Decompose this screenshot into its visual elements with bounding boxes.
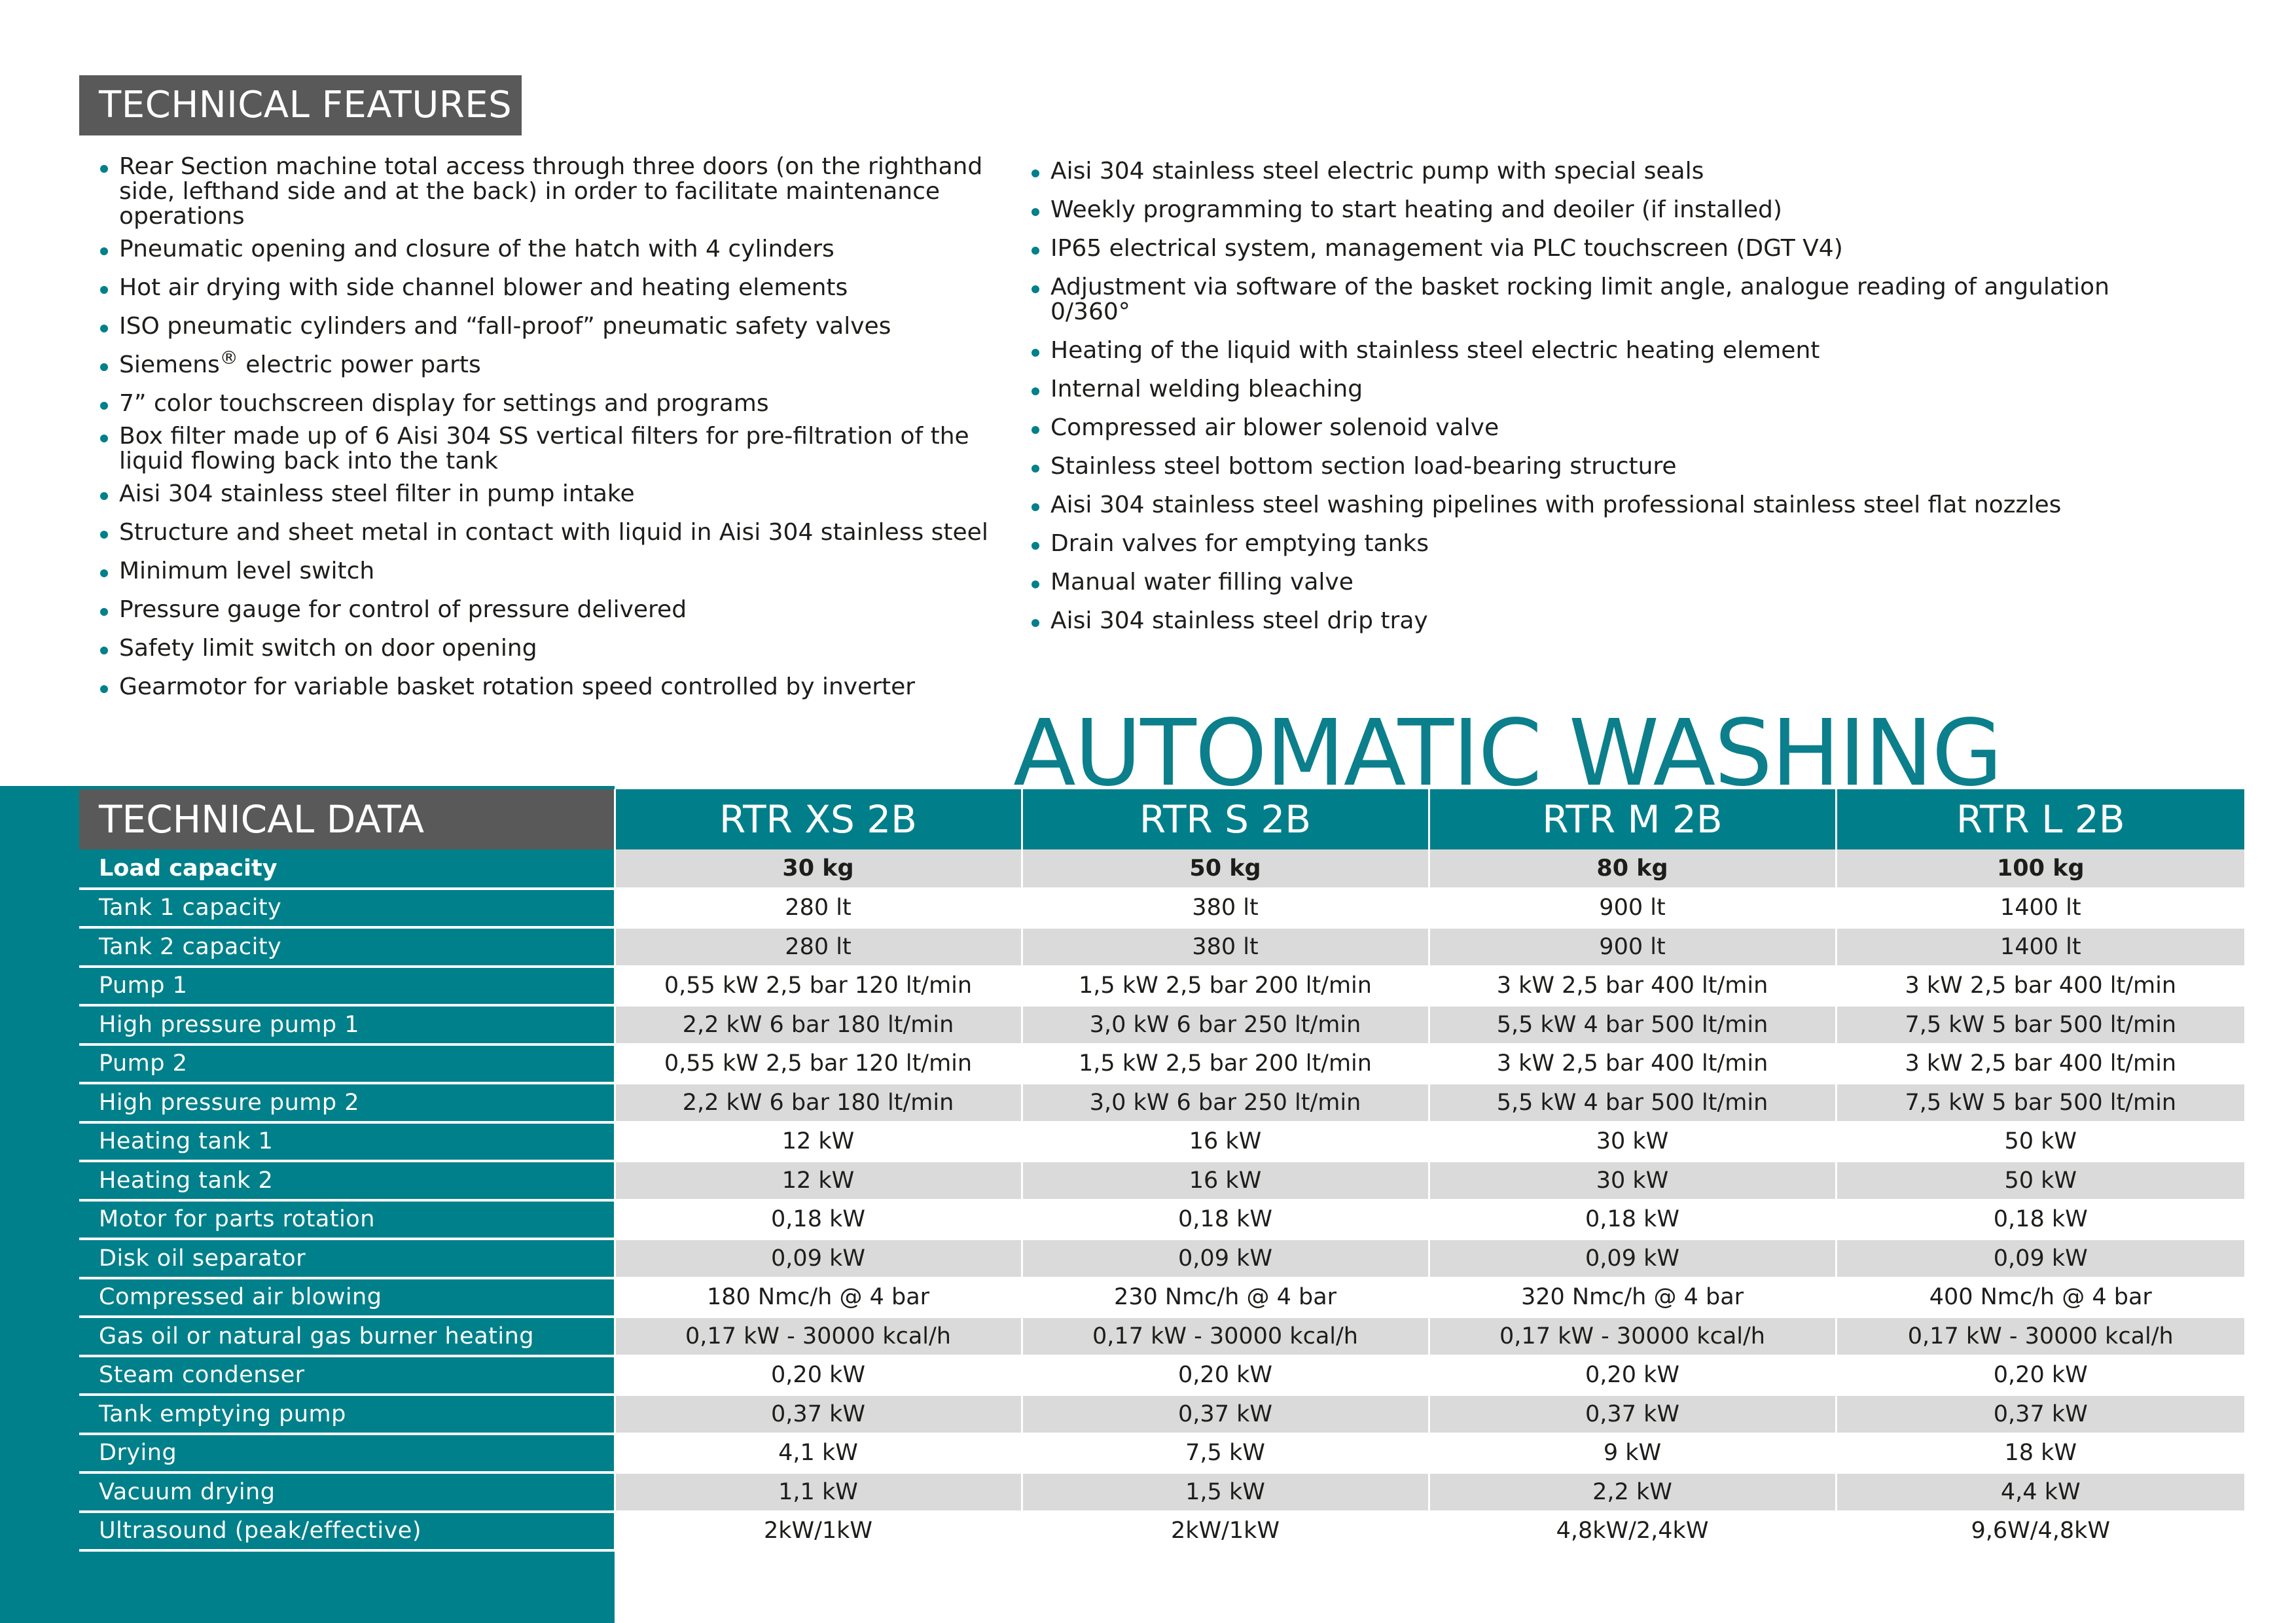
bullet-icon (100, 435, 108, 442)
table-row (79, 1200, 2244, 1240)
data-cell: 0,09 kW (1836, 1239, 2244, 1278)
table-row (79, 1356, 2244, 1395)
feature-item: Weekly programming to start heating and deoiler (if installed) (1030, 198, 2175, 223)
bullet-icon (100, 325, 108, 332)
bullet-icon (1031, 465, 1039, 473)
feature-item: Stainless steel bottom section load-bearing structure (1030, 454, 2175, 479)
data-cell: 900 lt (1429, 927, 1836, 967)
bullet-icon (100, 569, 108, 577)
data-cell: 2,2 kW (1429, 1472, 1836, 1512)
row-label: Disk oil separator (79, 1239, 615, 1278)
table-row (79, 1005, 2244, 1044)
data-cell: 0,55 kW 2,5 bar 120 lt/min (615, 1044, 1022, 1084)
data-cell: 80 kg (1429, 849, 1836, 889)
table-row (79, 927, 2244, 967)
data-cell: 3 kW 2,5 bar 400 lt/min (1429, 1044, 1836, 1084)
data-cell: 16 kW (1022, 1122, 1429, 1162)
model-header: RTR S 2B (1022, 789, 1429, 849)
feature-item: Box filter made up of 6 Aisi 304 SS vertical filters for pre-filtration of the liquid flowing back into the tank (98, 424, 1001, 474)
registered-mark: ® (219, 347, 238, 368)
feature-item: Aisi 304 stainless steel washing pipelines with professional stainless steel flat nozzles (1030, 493, 2175, 518)
data-cell: 900 lt (1429, 889, 1836, 928)
data-cell: 50 kW (1836, 1161, 2244, 1200)
bullet-icon (1031, 169, 1039, 177)
bullet-icon (100, 286, 108, 294)
data-cell: 0,17 kW - 30000 kcal/h (1429, 1317, 1836, 1356)
feature-item: Minimum level switch (98, 559, 1001, 584)
data-cell: 2,2 kW 6 bar 180 lt/min (615, 1083, 1022, 1122)
bullet-icon (1031, 619, 1039, 627)
data-cell: 5,5 kW 4 bar 500 lt/min (1429, 1005, 1836, 1044)
data-cell: 0,37 kW (1022, 1395, 1429, 1434)
feature-item: 7” color touchscreen display for settings and programs (98, 391, 1001, 416)
data-cell: 4,8kW/2,4kW (1429, 1512, 1836, 1551)
row-label: Heating tank 1 (79, 1122, 615, 1162)
data-cell: 3,0 kW 6 bar 250 lt/min (1022, 1083, 1429, 1122)
bullet-icon (100, 685, 108, 693)
data-cell: 380 lt (1022, 927, 1429, 967)
bullet-icon (1031, 542, 1039, 550)
row-label: Gas oil or natural gas burner heating (79, 1317, 615, 1356)
data-cell: 0,18 kW (1429, 1200, 1836, 1240)
model-header: RTR XS 2B (615, 789, 1022, 849)
table-row (79, 1239, 2244, 1278)
data-cell: 2kW/1kW (615, 1512, 1022, 1551)
bullet-icon (1031, 247, 1039, 255)
table-row (79, 889, 2244, 928)
data-cell: 0,17 kW - 30000 kcal/h (1022, 1317, 1429, 1356)
data-cell: 1,5 kW (1022, 1472, 1429, 1512)
data-cell: 1400 lt (1836, 927, 2244, 967)
data-cell: 50 kg (1022, 849, 1429, 889)
data-cell: 0,20 kW (1022, 1356, 1429, 1395)
data-cell: 280 lt (615, 927, 1022, 967)
data-cell: 0,37 kW (615, 1395, 1022, 1434)
feature-item: Adjustment via software of the basket rocking limit angle, analogue reading of angulation 0/360° (1030, 275, 2175, 325)
data-cell: 2,2 kW 6 bar 180 lt/min (615, 1005, 1022, 1044)
technical-data-table (79, 789, 2244, 1552)
bullet-icon (1031, 285, 1039, 293)
feature-item: Hot air drying with side channel blower and heating elements (98, 276, 1001, 300)
data-cell: 0,20 kW (1429, 1356, 1836, 1395)
bullet-icon (1031, 349, 1039, 357)
feature-item: Gearmotor for variable basket rotation speed controlled by inverter (98, 675, 1001, 700)
data-cell: 9,6W/4,8kW (1836, 1512, 2244, 1551)
data-cell: 0,37 kW (1836, 1395, 2244, 1434)
data-cell: 12 kW (615, 1161, 1022, 1200)
feature-item: Pneumatic opening and closure of the hatch with 4 cylinders (98, 237, 1001, 262)
data-cell: 7,5 kW 5 bar 500 lt/min (1836, 1083, 2244, 1122)
data-cell: 0,17 kW - 30000 kcal/h (1836, 1317, 2244, 1356)
data-cell: 1400 lt (1836, 889, 2244, 928)
table-row (79, 1472, 2244, 1512)
row-label: Drying (79, 1434, 615, 1473)
feature-item: Drain valves for emptying tanks (1030, 531, 2175, 556)
row-label: High pressure pump 1 (79, 1005, 615, 1044)
data-cell: 7,5 kW 5 bar 500 lt/min (1836, 1005, 2244, 1044)
feature-item: Rear Section machine total access through three doors (on the righthand side, lefthand side and at the back) in order to facilitate maintenance operations (98, 154, 1001, 229)
feature-item: ISO pneumatic cylinders and “fall-proof” pneumatic safety valves (98, 314, 1001, 339)
data-cell: 0,20 kW (1836, 1356, 2244, 1395)
data-cell: 9 kW (1429, 1434, 1836, 1473)
table-row (79, 1317, 2244, 1356)
features-list-left (98, 154, 1001, 713)
bullet-icon (1031, 503, 1039, 511)
row-label: Pump 1 (79, 967, 615, 1006)
data-cell: 380 lt (1022, 889, 1429, 928)
data-cell: 0,18 kW (615, 1200, 1022, 1240)
bullet-icon (100, 608, 108, 616)
bullet-icon (1031, 580, 1039, 588)
feature-item: IP65 electrical system, management via PLC touchscreen (DGT V4) (1030, 236, 2175, 261)
feature-item: Siemens® electric power parts (98, 353, 1001, 378)
table-row (79, 1044, 2244, 1084)
row-label: Heating tank 2 (79, 1161, 615, 1200)
data-cell: 7,5 kW (1022, 1434, 1429, 1473)
data-cell: 3 kW 2,5 bar 400 lt/min (1429, 967, 1836, 1006)
table-row (79, 1083, 2244, 1122)
data-cell: 320 Nmc/h @ 4 bar (1429, 1278, 1836, 1317)
data-cell: 0,09 kW (615, 1239, 1022, 1278)
data-cell: 3 kW 2,5 bar 400 lt/min (1836, 967, 2244, 1006)
bullet-icon (100, 647, 108, 654)
table-row (79, 967, 2244, 1006)
bullet-icon (100, 165, 108, 173)
feature-item: Internal welding bleaching (1030, 377, 2175, 402)
table-row (79, 1434, 2244, 1473)
feature-item: Compressed air blower solenoid valve (1030, 416, 2175, 440)
row-label: Tank 1 capacity (79, 889, 615, 928)
row-label: Tank 2 capacity (79, 927, 615, 967)
table-row (79, 1395, 2244, 1434)
data-cell: 1,1 kW (615, 1472, 1022, 1512)
bullet-icon (1031, 387, 1039, 395)
features-list-right (1030, 159, 2175, 647)
data-cell: 3 kW 2,5 bar 400 lt/min (1836, 1044, 2244, 1084)
data-cell: 16 kW (1022, 1161, 1429, 1200)
data-cell: 0,55 kW 2,5 bar 120 lt/min (615, 967, 1022, 1006)
data-cell: 100 kg (1836, 849, 2244, 889)
model-header: RTR M 2B (1429, 789, 1836, 849)
feature-item: Heating of the liquid with stainless steel electric heating element (1030, 338, 2175, 363)
feature-item: Aisi 304 stainless steel electric pump with special seals (1030, 159, 2175, 184)
data-cell: 0,09 kW (1022, 1239, 1429, 1278)
data-cell: 230 Nmc/h @ 4 bar (1022, 1278, 1429, 1317)
data-cell: 30 kW (1429, 1161, 1836, 1200)
feature-item: Aisi 304 stainless steel filter in pump intake (98, 482, 1001, 507)
data-cell: 30 kW (1429, 1122, 1836, 1162)
data-cell: 5,5 kW 4 bar 500 lt/min (1429, 1083, 1836, 1122)
data-cell: 3,0 kW 6 bar 250 lt/min (1022, 1005, 1429, 1044)
data-cell: 0,18 kW (1022, 1200, 1429, 1240)
row-label: Motor for parts rotation (79, 1200, 615, 1240)
table-row (79, 1122, 2244, 1162)
bullet-icon (1031, 208, 1039, 216)
bullet-icon (1031, 426, 1039, 434)
data-cell: 0,20 kW (615, 1356, 1022, 1395)
feature-item: Pressure gauge for control of pressure delivered (98, 597, 1001, 622)
bullet-icon (100, 363, 108, 371)
feature-item: Aisi 304 stainless steel drip tray (1030, 609, 2175, 633)
data-cell: 280 lt (615, 889, 1022, 928)
data-cell: 4,1 kW (615, 1434, 1022, 1473)
table-row (79, 1161, 2244, 1200)
feature-item: Structure and sheet metal in contact with liquid in Aisi 304 stainless steel (98, 520, 1001, 545)
data-cell: 0,09 kW (1429, 1239, 1836, 1278)
table-body (79, 849, 2244, 1550)
row-label: Steam condenser (79, 1356, 615, 1395)
data-cell: 1,5 kW 2,5 bar 200 lt/min (1022, 1044, 1429, 1084)
data-cell: 2kW/1kW (1022, 1512, 1429, 1551)
table-row (79, 1278, 2244, 1317)
data-cell: 0,37 kW (1429, 1395, 1836, 1434)
table-row (79, 849, 2244, 889)
data-cell: 180 Nmc/h @ 4 bar (615, 1278, 1022, 1317)
row-label: Vacuum drying (79, 1472, 615, 1512)
row-label: Load capacity (79, 849, 615, 889)
data-cell: 50 kW (1836, 1122, 2244, 1162)
row-label: Tank emptying pump (79, 1395, 615, 1434)
row-label: High pressure pump 2 (79, 1083, 615, 1122)
automatic-washing-title: AUTOMATIC WASHING (1013, 700, 2001, 807)
data-cell: 0,17 kW - 30000 kcal/h (615, 1317, 1022, 1356)
data-cell: 30 kg (615, 849, 1022, 889)
feature-item: Manual water filling valve (1030, 570, 2175, 595)
feature-item: Safety limit switch on door opening (98, 636, 1001, 661)
row-label: Compressed air blowing (79, 1278, 615, 1317)
bullet-icon (100, 247, 108, 255)
data-cell: 1,5 kW 2,5 bar 200 lt/min (1022, 967, 1429, 1006)
technical-features-header: TECHNICAL FEATURES (79, 75, 522, 135)
bullet-icon (100, 492, 108, 500)
data-cell: 12 kW (615, 1122, 1022, 1162)
model-header: RTR L 2B (1836, 789, 2244, 849)
data-cell: 18 kW (1836, 1434, 2244, 1473)
data-cell: 400 Nmc/h @ 4 bar (1836, 1278, 2244, 1317)
data-cell: 4,4 kW (1836, 1472, 2244, 1512)
bullet-icon (100, 402, 108, 410)
table-row (79, 1512, 2244, 1551)
technical-data-header: TECHNICAL DATA (79, 789, 615, 849)
data-cell: 0,18 kW (1836, 1200, 2244, 1240)
bullet-icon (100, 531, 108, 539)
row-label: Ultrasound (peak/effective) (79, 1512, 615, 1551)
row-label: Pump 2 (79, 1044, 615, 1084)
